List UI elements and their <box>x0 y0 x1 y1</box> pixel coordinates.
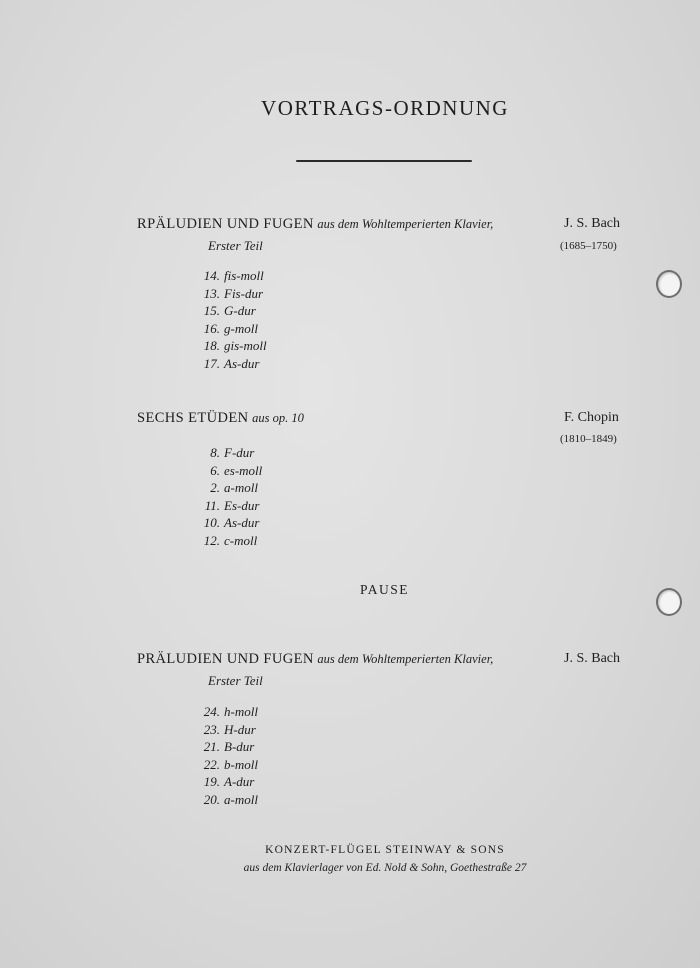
section-3-subtitle: Erster Teil <box>208 673 263 688</box>
section-3-heading: PRÄLUDIEN UND FUGEN <box>137 651 314 667</box>
section-3-composer: J. S. Bach <box>564 651 620 666</box>
piece-item: 10. As-dur <box>203 515 260 530</box>
section-1-composer: J. S. Bach <box>564 216 620 231</box>
section-2-heading-line <box>137 410 304 427</box>
program-title: VORTRAGS-ORDNUNG <box>261 96 509 120</box>
section-2-heading: SECHS ETÜDEN <box>137 410 249 426</box>
section-2-composer: F. Chopin <box>564 410 619 425</box>
section-3-source: aus dem Wohltemperierten Klavier, <box>317 652 494 666</box>
section-3-piece-list <box>196 703 356 808</box>
piece-item: 19. A-dur <box>203 774 255 789</box>
piece-item: 8. F-dur <box>210 445 255 460</box>
footer-piano-credit: KONZERT-FLÜGEL STEINWAY & SONS <box>265 844 505 856</box>
piece-item: 21. B-dur <box>203 739 255 754</box>
piece-item: 16. g-moll <box>203 320 258 336</box>
punch-hole-top <box>656 270 682 298</box>
section-1-dates: (1685–1750) <box>560 240 617 252</box>
piece-item: 15. G-dur <box>203 303 256 318</box>
section-2-piece-list <box>196 444 356 549</box>
pause-label: PAUSE <box>360 582 410 597</box>
section-1-piece-list <box>196 267 356 372</box>
section-1-heading-line <box>137 216 493 233</box>
piece-item: 23. H-dur <box>203 721 256 737</box>
punch-hole-bottom <box>656 588 682 616</box>
piece-item: 6. es-moll <box>210 462 263 478</box>
piece-item: 22. b-moll <box>203 756 258 772</box>
section-1-heading: RPÄLUDIEN UND FUGEN <box>137 216 314 232</box>
title-underline <box>296 160 472 162</box>
piece-item: 24. h-moll <box>203 704 258 719</box>
piece-item: 13. Fis-dur <box>203 285 263 301</box>
section-1-source: aus dem Wohltemperierten Klavier, <box>317 217 494 231</box>
section-2-source: aus op. 10 <box>252 411 304 425</box>
section-3-heading-line <box>137 651 493 668</box>
footer-dealer-credit: aus dem Klavierlager von Ed. Nold & Sohn, Goethestraße 27 <box>243 862 527 874</box>
bleed-through-texture <box>0 128 700 158</box>
piece-item: 14. fis-moll <box>203 268 264 283</box>
piece-item: 17. As-dur <box>203 355 260 371</box>
section-1-subtitle: Erster Teil <box>208 238 263 253</box>
section-2-dates: (1810–1849) <box>560 433 617 445</box>
piece-item: 18. gis-moll <box>203 338 267 353</box>
piece-item: 12. c-moll <box>203 532 258 548</box>
piece-item: 20. a-moll <box>203 791 258 807</box>
piece-item: 2. a-moll <box>210 480 258 495</box>
piece-item: 11. Es-dur <box>204 497 260 513</box>
